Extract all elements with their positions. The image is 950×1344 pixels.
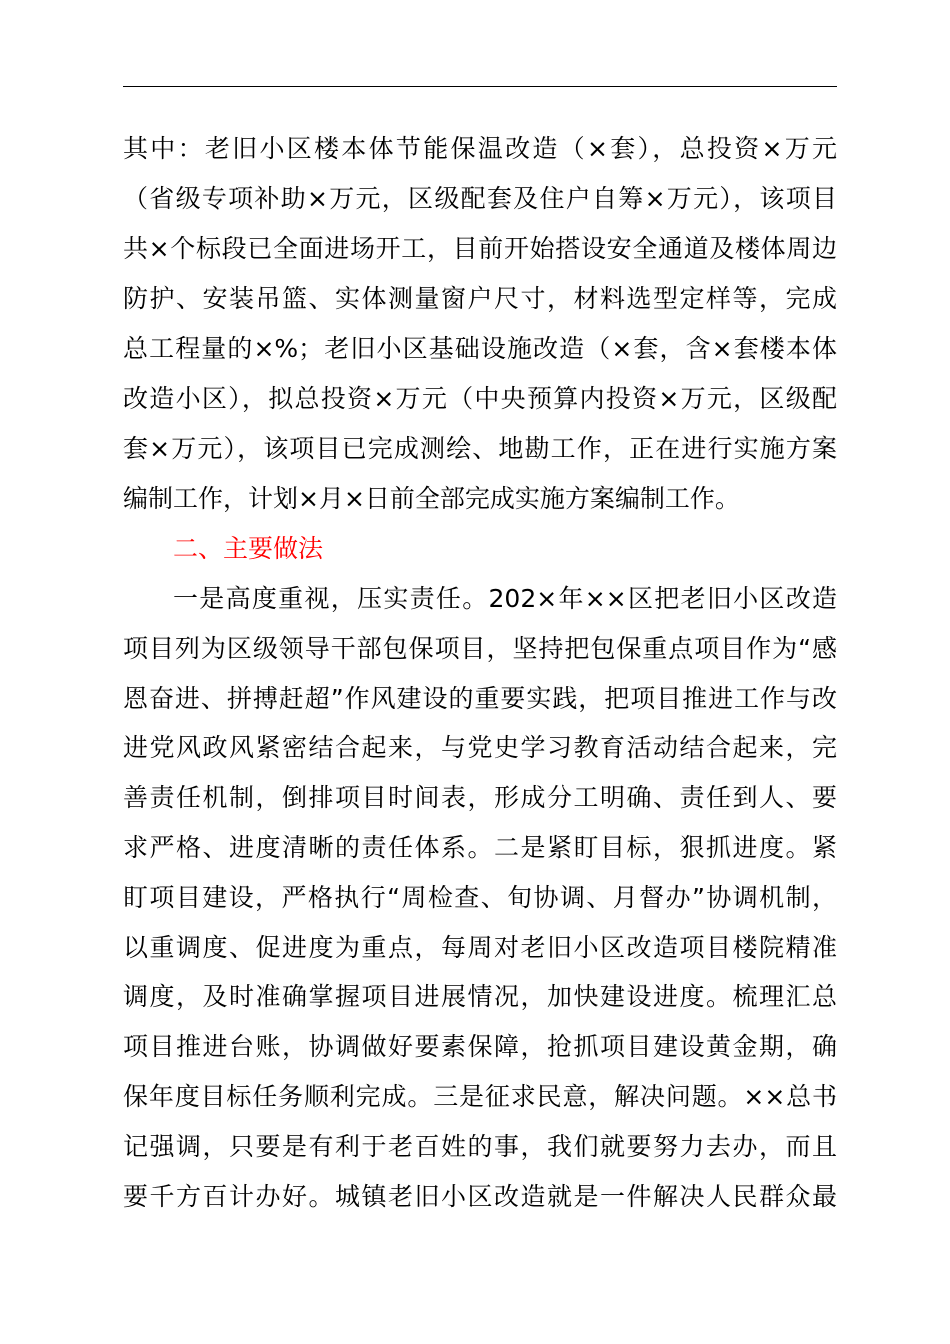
text-line: 恩奋进、拼搏赶超”作风建设的重要实践，把项目推进工作与改 (123, 684, 837, 713)
section-heading: 二、主要做法 (173, 534, 324, 563)
text-line: 记强调，只要是有利于老百姓的事，我们就要努力去办，而且 (123, 1132, 837, 1161)
text-line: 调度，及时准确掌握项目进展情况，加快建设进度。梳理汇总 (123, 982, 837, 1011)
text-line: 进党风政风紧密结合起来，与党史学习教育活动结合起来，完 (123, 733, 837, 762)
text-line: 编制工作，计划×月×日前全部完成实施方案编制工作。 (123, 484, 740, 513)
text-line: 保年度目标任务顺利完成。三是征求民意，解决问题。××总书 (123, 1082, 837, 1111)
text-line: 改造小区），拟总投资×万元（中央预算内投资×万元，区级配 (123, 384, 837, 413)
text-line: 一是高度重视，压实责任。202×年××区把老旧小区改造 (173, 584, 837, 613)
text-line: 防护、安装吊篮、实体测量窗户尺寸，材料选型定样等，完成 (123, 284, 837, 313)
text-line: 项目推进台账，协调做好要素保障，抢抓项目建设黄金期，确 (123, 1032, 837, 1061)
text-line: 套×万元），该项目已完成测绘、地勘工作，正在进行实施方案 (123, 434, 837, 463)
text-line: 善责任机制，倒排项目时间表，形成分工明确、责任到人、要 (123, 783, 837, 812)
text-line: 项目列为区级领导干部包保项目，坚持把包保重点项目作为“感 (123, 634, 837, 663)
text-line: 要千方百计办好。城镇老旧小区改造就是一件解决人民群众最 (123, 1182, 837, 1211)
text-line: 盯项目建设，严格执行“周检查、旬协调、月督办”协调机制， (123, 883, 837, 912)
text-line: 求严格、进度清晰的责任体系。二是紧盯目标，狠抓进度。紧 (123, 833, 837, 862)
text-line: 以重调度、促进度为重点，每周对老旧小区改造项目楼院精准 (123, 933, 837, 962)
text-line: 共×个标段已全面进场开工，目前开始搭设安全通道及楼体周边 (123, 234, 837, 263)
text-line: （省级专项补助×万元，区级配套及住户自筹×万元），该项目 (123, 184, 837, 213)
text-line: 总工程量的×%；老旧小区基础设施改造（×套，含×套楼本体 (123, 334, 837, 363)
header-rule (123, 86, 837, 87)
text-line: 其中：老旧小区楼本体节能保温改造（×套），总投资×万元 (123, 134, 837, 163)
